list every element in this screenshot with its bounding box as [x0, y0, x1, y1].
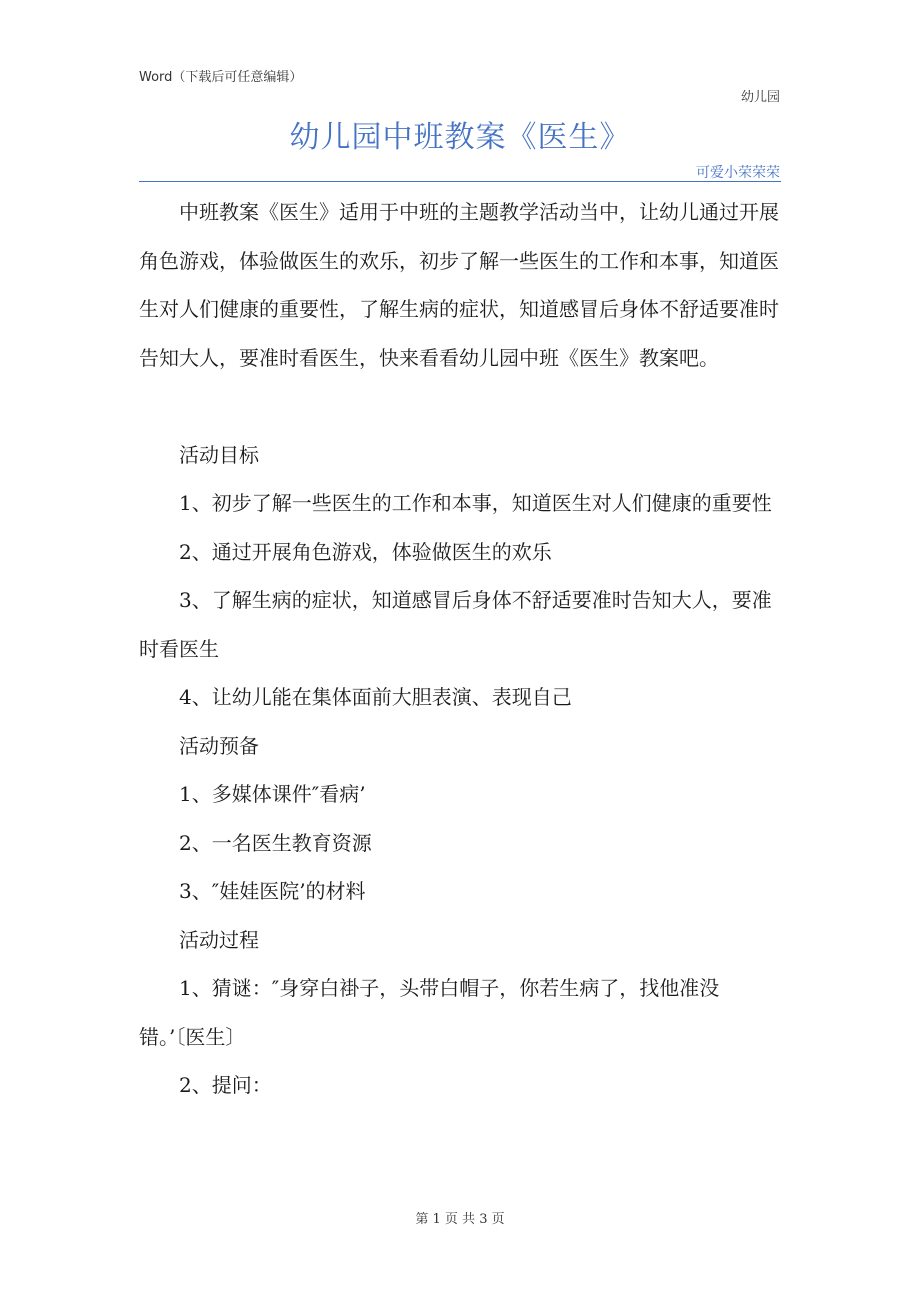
page-footer: 第 1 页 共 3 页: [415, 1212, 505, 1227]
document-title: 幼儿园中班教案《医生》: [289, 120, 631, 155]
section-heading-goals: 活动目标: [179, 442, 259, 467]
prep-item-3: 3、″娃娃医院’的材料: [179, 879, 366, 903]
goal-item-3: 3、了解生病的症状，知道感冒后身体不舒适要准时告知大人，要准时看医生: [139, 588, 772, 661]
intro-paragraph: 中班教案《医生》适用于中班的主题教学活动当中，让幼儿通过开展角色游戏，体验做医生的欢乐，初步了解一些医生的工作和本事，知道医生对人们健康的重要性，了解生病的症状，知道感冒后身体不舒适要准时告知大人，要准时看医生，快来看看幼儿园中班《医生》教案吧。: [139, 200, 779, 370]
prep-item-1: 1、多媒体课件″看病’: [179, 782, 366, 806]
goal-item-4: 4、让幼儿能在集体面前大胆表演、表现自己: [179, 685, 572, 709]
process-item-2: 2、提问：: [179, 1073, 272, 1097]
section-heading-preparation: 活动预备: [179, 733, 259, 758]
header-note: Word（下载后可任意编辑）: [139, 70, 303, 85]
prep-item-2: 2、一名医生教育资源: [179, 830, 372, 855]
goal-item-1: 1、初步了解一些医生的工作和本事，知道医生对人们健康的重要性: [179, 491, 772, 515]
header-category: 幼儿园: [740, 90, 780, 105]
section-heading-process: 活动过程: [179, 927, 259, 952]
process-item-1: 1、猜谜：″身穿白褂子，头带白帽子，你若生病了，找他准没错。’〔医生〕: [139, 976, 720, 1049]
goal-item-2: 2、通过开展角色游戏，体验做医生的欢乐: [179, 539, 552, 564]
author-name: 可爱小荣荣荣: [696, 165, 780, 181]
title-rule: [139, 181, 781, 182]
document-body: [139, 188, 781, 1110]
